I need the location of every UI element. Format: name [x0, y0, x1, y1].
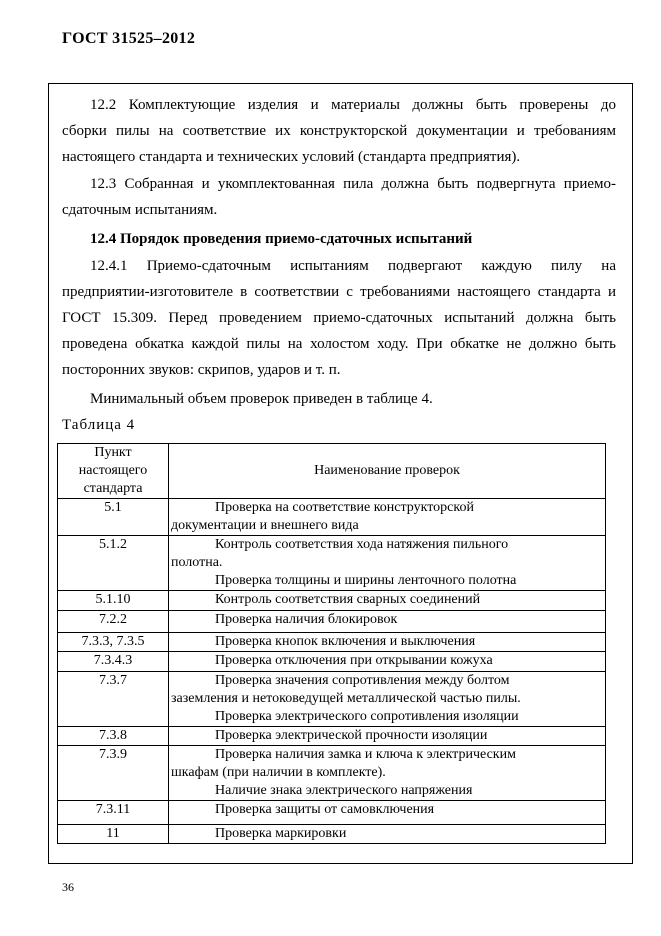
check-line: Проверка защиты от самовключения — [215, 802, 435, 817]
check-line: документации и внешнего вида — [171, 518, 359, 533]
standard-header: ГОСТ 31525–2012 — [62, 30, 196, 47]
table-row — [58, 591, 606, 611]
clause-cell: 7.3.4.3 — [58, 652, 169, 672]
table-row — [58, 499, 606, 536]
paragraph-12-2-line: настоящего стандарта и технических условий (стандарта предприятия). — [62, 149, 521, 165]
paragraph-12-3-line: 12.3 Собранная и укомплектованная пила должна быть подвергнута приемо- — [90, 176, 616, 192]
clause-cell: 5.1.10 — [58, 591, 169, 611]
check-line: Контроль соответствия сварных соединений — [215, 592, 481, 607]
clause-cell: 5.1.2 — [58, 536, 169, 591]
check-line: Проверка наличия замка и ключа к электрическим — [215, 747, 516, 762]
check-cell — [169, 499, 606, 536]
paragraph-12-4-1-line: предприятии-изготовителе в соответствии с требованиями настоящего стандарта и — [62, 284, 616, 300]
table-row — [58, 727, 606, 746]
paragraph-12-2-line: сборки пилы на соответствие их конструкторской документации и требованиям — [62, 123, 616, 139]
checks-table — [57, 443, 606, 844]
check-line: Проверка маркировки — [215, 826, 347, 841]
check-line: полотна. — [171, 555, 223, 570]
paragraph-12-4-1-line: 12.4.1 Приемо-сдаточным испытаниям подвергают каждую пилу на — [90, 258, 616, 274]
table-row — [58, 633, 606, 652]
check-cell — [169, 746, 606, 801]
check-line: шкафам (при наличии в комплекте). — [171, 765, 386, 780]
check-cell — [169, 652, 606, 672]
check-cell — [169, 591, 606, 611]
check-line: Проверка значения сопротивления между болтом — [215, 673, 510, 688]
table-row — [58, 825, 606, 844]
check-line: Проверка толщины и ширины ленточного полотна — [215, 573, 517, 588]
paragraph-12-2-line: 12.2 Комплектующие изделия и материалы должны быть проверены до — [90, 97, 616, 113]
check-line: Проверка на соответствие конструкторской — [215, 500, 474, 515]
check-cell — [169, 727, 606, 746]
clause-cell: 5.1 — [58, 499, 169, 536]
table-caption: Таблица 4 — [62, 417, 136, 433]
check-line: Наличие знака электрического напряжения — [215, 783, 473, 798]
check-cell — [169, 801, 606, 825]
clause-cell: 7.2.2 — [58, 611, 169, 633]
check-line: Проверка электрического сопротивления изоляции — [215, 709, 519, 724]
clause-cell: 7.3.8 — [58, 727, 169, 746]
check-line: Проверка отключения при открывании кожуха — [215, 653, 493, 668]
clause-cell: 7.3.9 — [58, 746, 169, 801]
paragraph-12-3-line: сдаточным испытаниям. — [62, 202, 218, 218]
check-cell — [169, 536, 606, 591]
table-row — [58, 801, 606, 825]
header-clause: Пункт настоящего стандарта — [58, 444, 169, 499]
check-line: Проверка кнопок включения и выключения — [215, 634, 476, 649]
table-row — [58, 611, 606, 633]
clause-cell: 7.3.3, 7.3.5 — [58, 633, 169, 652]
table-header-row — [58, 444, 606, 499]
table-row — [58, 746, 606, 801]
paragraph-min-volume: Минимальный объем проверок приведен в таблице 4. — [90, 391, 433, 407]
table-row — [58, 672, 606, 727]
check-line: Проверка наличия блокировок — [215, 612, 398, 627]
check-cell — [169, 825, 606, 844]
paragraph-12-4-1-line: посторонних звуков: скрипов, ударов и т. п. — [62, 362, 341, 378]
check-line: заземления и нетоковедущей металлической частью пилы. — [171, 691, 521, 706]
check-line: Проверка электрической прочности изоляции — [215, 728, 488, 743]
paragraph-12-4-1-line: проведена обкатка каждой пилы на холостом ходу. При обкатке не должно быть — [62, 336, 616, 352]
table-row — [58, 652, 606, 672]
section-heading-12-4: 12.4 Порядок проведения приемо-сдаточных испытаний — [90, 231, 473, 247]
page-number: 36 — [62, 880, 74, 894]
check-cell — [169, 633, 606, 652]
table-row — [58, 536, 606, 591]
clause-cell: 7.3.7 — [58, 672, 169, 727]
check-cell — [169, 672, 606, 727]
check-line: Контроль соответствия хода натяжения пильного — [215, 537, 509, 552]
clause-cell: 11 — [58, 825, 169, 844]
clause-cell: 7.3.11 — [58, 801, 169, 825]
paragraph-12-4-1-line: ГОСТ 15.309. Перед проведением приемо-сдаточных испытаний должна быть — [62, 310, 616, 326]
check-cell — [169, 611, 606, 633]
header-checks: Наименование проверок — [169, 444, 606, 499]
